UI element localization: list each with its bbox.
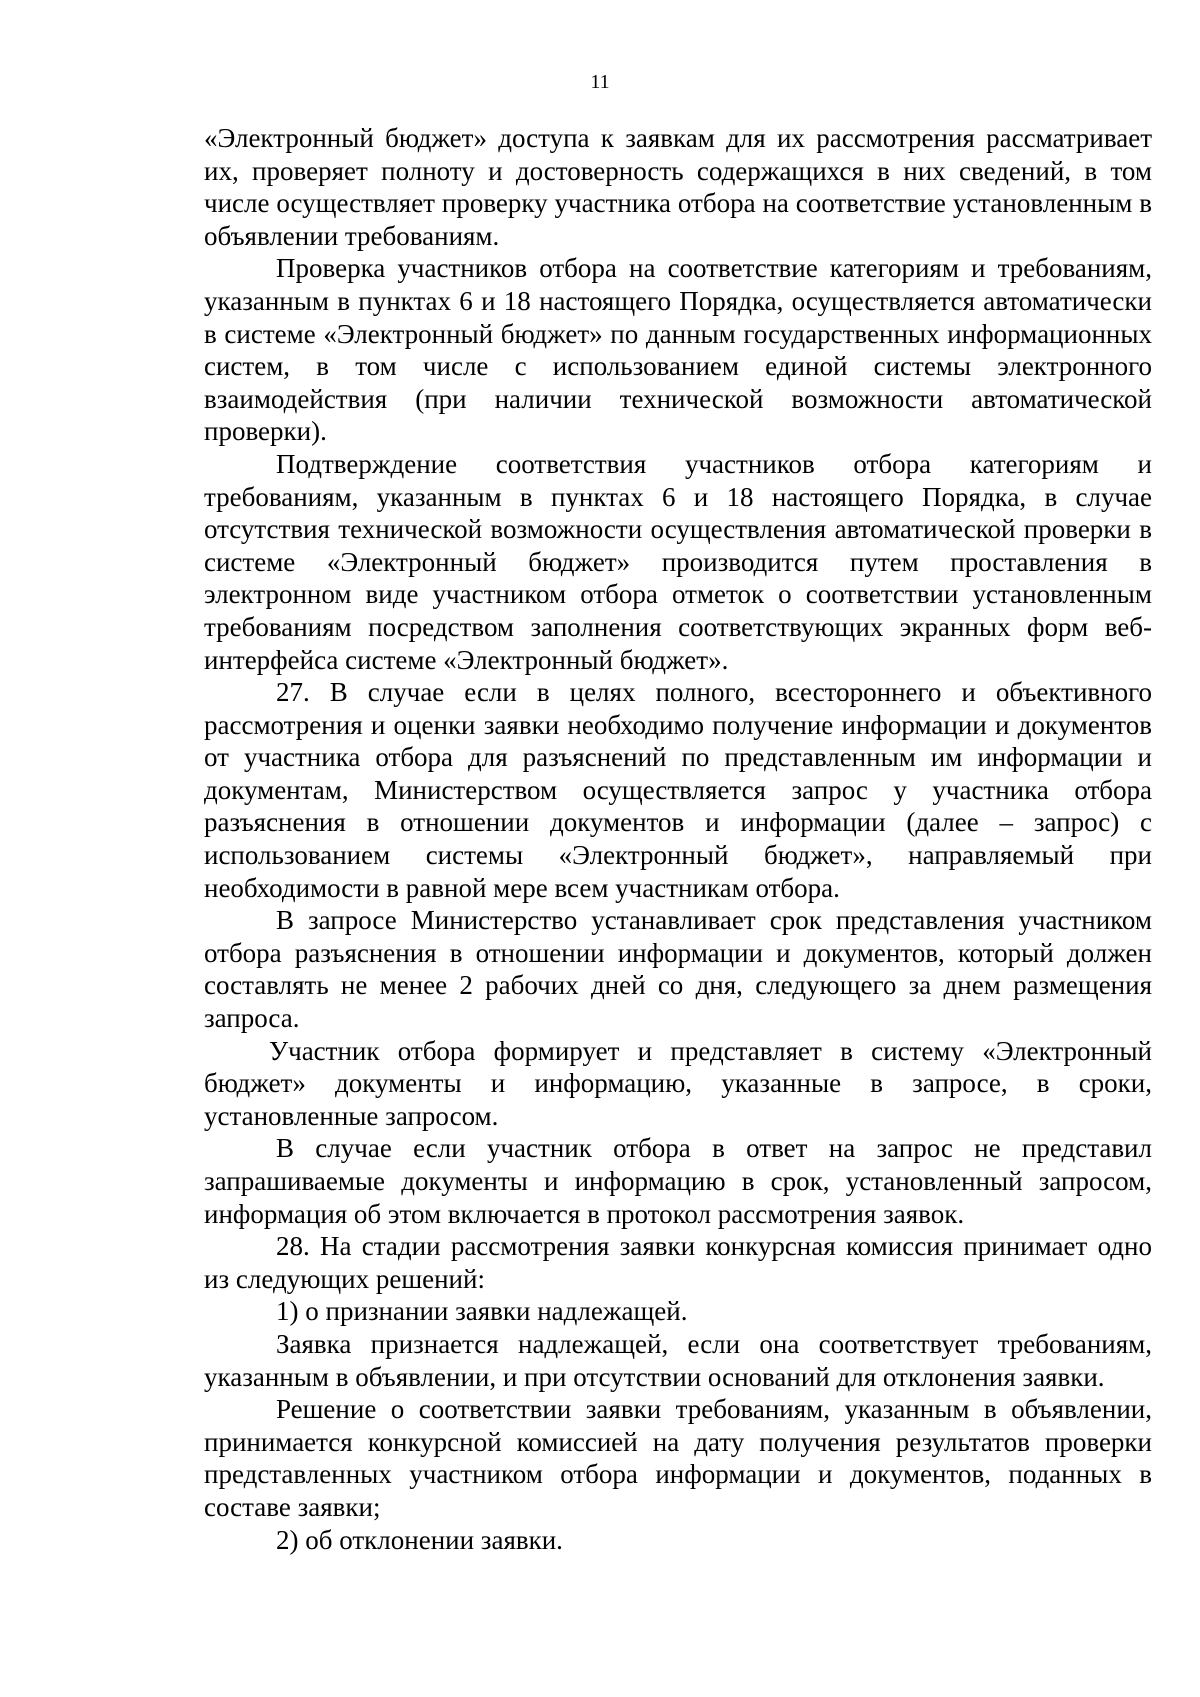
paragraph-28: 28. На стадии рассмотрения заявки конкурсная комиссия принимает одно из следующих решений: [204, 1231, 1152, 1294]
paragraph-no-response: В случае если участник отбора в ответ на запрос не представил запрашиваемые документы и информацию в срок, установленный запросом, информация об этом включается в протокол рассмотрения заявок. [204, 1133, 1152, 1229]
paragraph-request-deadline: В запросе Министерство устанавливает срок представления участником отбора разъяснения в отношении информации и документов, который должен составлять не менее 2 рабочих дней со дня, следующего за днем размещения запроса. [204, 905, 1152, 1034]
paragraph-1: «Электронный бюджет» доступа к заявкам для их рассмотрения рассматривает их, проверяет полноту и достоверность содержащихся в них сведений, в том числе осуществляет проверку участника отбора на соответствие установленным в объявлении требованиям. [204, 123, 1152, 251]
paragraph-2: Проверка участников отбора на соответствие категориям и требованиям, указанным в пунктах 6 и 18 настоящего Порядка, осуществляется автоматически в системе «Электронный бюджет» по данным государственных информационных систем, в том числе с использованием единой системы электронного взаимодействия (при наличии технической возможности автоматической проверки). [204, 253, 1152, 447]
list-item-2: 2) об отклонении заявки. [276, 1524, 563, 1555]
paragraph-27: 27. В случае если в целях полного, всестороннего и объективного рассмотрения и оценки заявки необходимо получение информации и документов от участника отбора для разъяснений по представленным им информации и документам, Министерством осуществляется запрос у участника отбора разъяснения в отношении документов и информации (далее – запрос) с использованием системы «Электронный бюджет», направляемый при необходимости в равной мере всем участникам отбора. [204, 677, 1152, 903]
paragraph-3: Подтверждение соответствия участников отбора категориям и требованиям, указанным в пунктах 6 и 18 настоящего Порядка, в случае отсутствия технической возможности осуществления автоматической проверки в системе «Электронный бюджет» производится путем проставления в электронном виде участником отбора отметок о соответствии установленным требованиям посредством заполнения соответствующих экранных форм веб-интерфейса системе «Электронный бюджет». [204, 448, 1152, 675]
list-item-1: 1) о признании заявки надлежащей. [276, 1296, 688, 1327]
paragraph-decision-compliance: Решение о соответствии заявки требованиям, указанным в объявлении, принимается конкурсной комиссией на дату получения результатов проверки представленных участником отбора информации и документов, поданных в составе заявки; [204, 1394, 1152, 1522]
paragraph-proper-application: Заявка признается надлежащей, если она соответствует требованиям, указанным в объявлении, и при отсутствии оснований для отклонения заявки. [204, 1328, 1152, 1392]
page-number: 11 [590, 71, 610, 93]
document-body [204, 122, 1152, 1556]
paragraph-participant-response: Участник отбора формирует и представляет в систему «Электронный бюджет» документы и информацию, указанные в запросе, в сроки, установленные запросом. [204, 1035, 1152, 1131]
